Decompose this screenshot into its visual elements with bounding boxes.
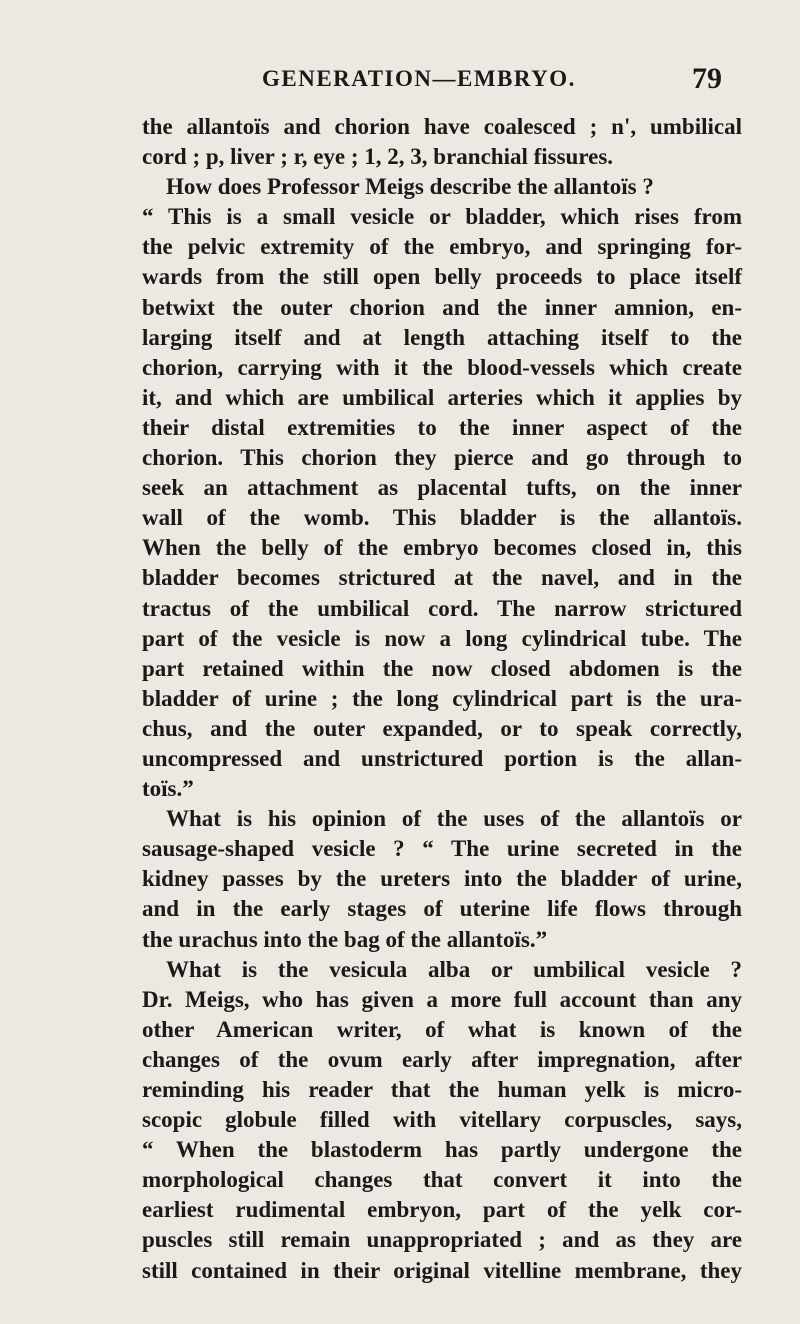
- text-line: morphological changes that convert it into the: [142, 1167, 742, 1193]
- text-line: chorion, carrying with it the blood-vessels which create: [142, 354, 742, 380]
- text-line: the pelvic extremity of the embryo, and springing for-: [142, 234, 742, 260]
- text-line: kidney passes by the ureters into the bladder of urine,: [142, 866, 742, 892]
- text-line: wall of the womb. This bladder is the allantoïs.: [142, 505, 742, 531]
- page-number: 79: [692, 62, 722, 95]
- text-line: earliest rudimental embryon, part of the yelk cor-: [142, 1197, 742, 1223]
- text-line: chus, and the outer expanded, or to speak correctly,: [142, 715, 742, 741]
- text-line: still contained in their original vitelline membrane, they: [142, 1257, 742, 1283]
- text-line: uncompressed and unstrictured portion is the allan-: [142, 745, 742, 771]
- text-line: the allantoïs and chorion have coalesced ; n', umbilical: [142, 114, 742, 139]
- text-line: and in the early stages of uterine life flows through: [142, 896, 742, 922]
- text-line: sausage-shaped vesicle ? “ The urine secreted in the: [142, 836, 742, 862]
- text-line: changes of the ovum early after impregnation, after: [142, 1046, 742, 1072]
- text-line: How does Professor Meigs describe the allantoïs ?: [166, 174, 654, 200]
- text-line: “ This is a small vesicle or bladder, which rises from: [142, 204, 742, 230]
- text-line: the urachus into the bag of the allantoïs.”: [142, 926, 548, 952]
- text-line: puscles still remain unappropriated ; and as they are: [142, 1227, 742, 1253]
- text-line: other American writer, of what is known of the: [142, 1016, 742, 1042]
- text-line: scopic globule filled with vitellary corpuscles, says,: [142, 1107, 742, 1133]
- running-head-title: GENERATION—EMBRYO.: [262, 66, 576, 91]
- text-line: cord ; p, liver ; r, eye ; 1, 2, 3, branchial fissures.: [142, 144, 614, 170]
- text-line: their distal extremities to the inner aspect of the: [142, 414, 742, 440]
- body-text: [142, 112, 742, 1286]
- text-line: toïs.”: [142, 776, 194, 802]
- text-line: bladder of urine ; the long cylindrical part is the ura-: [142, 685, 742, 711]
- running-head: [262, 62, 722, 100]
- text-line: tractus of the umbilical cord. The narrow strictured: [142, 595, 742, 621]
- text-line: it, and which are umbilical arteries which it applies by: [142, 384, 742, 410]
- text-line: What is his opinion of the uses of the allantoïs or: [166, 806, 742, 832]
- text-line: bladder becomes strictured at the navel, and in the: [142, 565, 742, 591]
- text-line: part of the vesicle is now a long cylindrical tube. The: [142, 625, 742, 651]
- text-line: reminding his reader that the human yelk is micro-: [142, 1077, 742, 1102]
- text-line: larging itself and at length attaching itself to the: [142, 324, 742, 350]
- text-line: When the belly of the embryo becomes closed in, this: [142, 535, 742, 561]
- text-line: Dr. Meigs, who has given a more full account than any: [142, 986, 742, 1012]
- text-line: What is the vesicula alba or umbilical vesicle ?: [166, 956, 742, 982]
- text-line: “ When the blastoderm has partly undergone the: [142, 1137, 742, 1163]
- text-line: part retained within the now closed abdomen is the: [142, 655, 742, 681]
- text-line: betwixt the outer chorion and the inner amnion, en-: [142, 294, 742, 320]
- text-line: wards from the still open belly proceeds to place itself: [142, 264, 742, 290]
- text-line: seek an attachment as placental tufts, on the inner: [142, 475, 742, 501]
- text-line: chorion. This chorion they pierce and go through to: [142, 445, 742, 471]
